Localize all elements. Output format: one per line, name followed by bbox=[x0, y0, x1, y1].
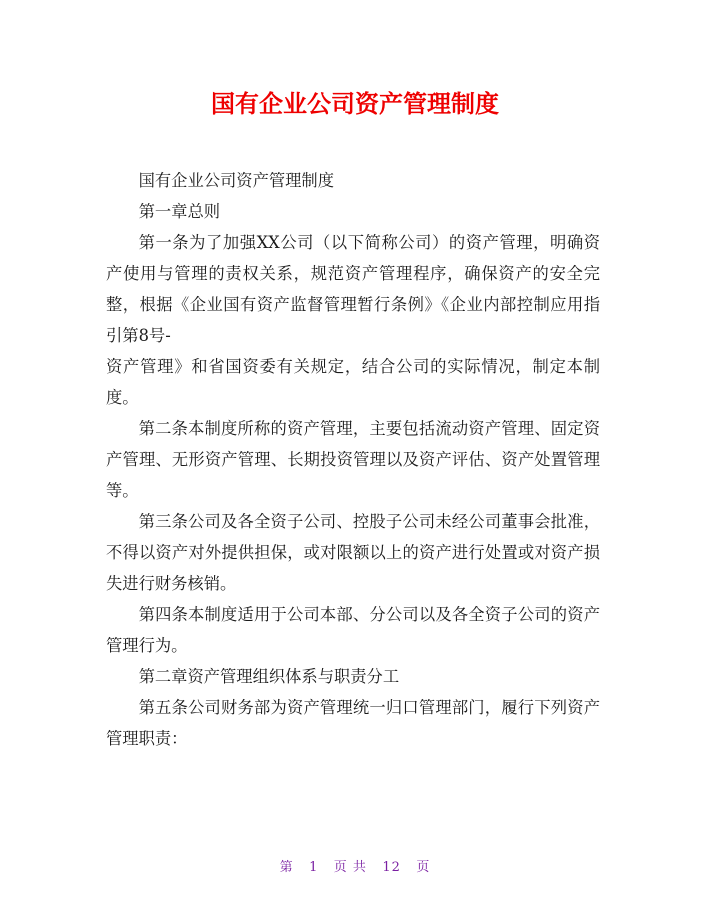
paragraph-article-2: 第二条本制度所称的资产管理，主要包括流动资产管理、固定资产管理、无形资产管理、长期投资管理以及资产评估、资产处置管理等。 bbox=[106, 419, 600, 500]
document-body bbox=[106, 165, 600, 754]
footer-current-page: 1 bbox=[309, 860, 319, 875]
paragraph-doc-name: 国有企业公司资产管理制度 bbox=[138, 171, 334, 190]
document-title: 国有企业公司资产管理制度 bbox=[211, 90, 499, 118]
paragraph-article-3: 第三条公司及各全资子公司、控股子公司未经公司董事会批准，不得以资产对外提供担保，或对限额以上的资产进行处置或对资产损失进行财务核销。 bbox=[106, 512, 600, 593]
footer-middle: 页 共 bbox=[333, 860, 367, 875]
footer-prefix: 第 bbox=[279, 860, 294, 875]
paragraph-chapter-2-heading: 第二章资产管理组织体系与职责分工 bbox=[138, 667, 400, 686]
footer-total-pages: 12 bbox=[382, 860, 401, 875]
paragraph-article-4: 第四条本制度适用于公司本部、分公司以及各全资子公司的资产管理行为。 bbox=[106, 605, 600, 655]
page-footer bbox=[0, 858, 710, 878]
paragraph-article-1-continued: 资产管理》和省国资委有关规定，结合公司的实际情况，制定本制度。 bbox=[106, 357, 600, 407]
footer-suffix: 页 bbox=[416, 860, 431, 875]
paragraph-article-1: 第一条为了加强XX公司（以下简称公司）的资产管理，明确资产使用与管理的责权关系，规范资产管理程序，确保资产的安全完整，根据《企业国有资产监督管理暂行条例》《企业内部控制应用指引第8号- bbox=[106, 233, 600, 345]
paragraph-chapter-1-heading: 第一章总则 bbox=[138, 202, 221, 221]
paragraph-article-5: 第五条公司财务部为资产管理统一归口管理部门，履行下列资产管理职责： bbox=[106, 698, 600, 748]
